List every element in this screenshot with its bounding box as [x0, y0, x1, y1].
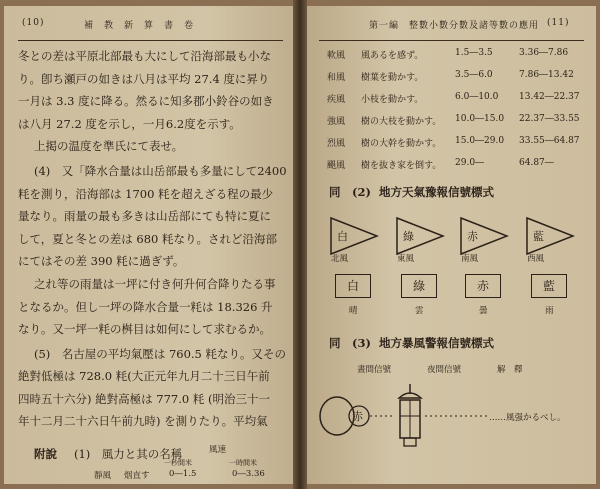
left-body-line: 年十二月二十六日午前九時) を測りたり。平均氣 — [18, 414, 268, 428]
sec2-title: 地方天氣豫報信號標式 — [379, 185, 494, 199]
flag-mark: 赤 — [467, 230, 478, 243]
left-body-line: は八月 27.2 度を示し，一月6.2度を示す。 — [18, 117, 241, 131]
calm-name: 靜風 — [94, 471, 112, 481]
night-lamp-icon — [399, 384, 421, 446]
wind-row-v1: 29.0― — [455, 158, 485, 168]
right-header-rule — [319, 40, 584, 41]
fusetsu-label: 附說 — [34, 447, 57, 461]
col-head-wind-speed: 風速 — [209, 445, 227, 455]
wind-row-name: 軟風 — [327, 51, 346, 61]
left-body-line: 冬との差は平原北部最も大にして沿海部最も小な — [18, 49, 271, 63]
wind-row-desc: 樹を抜き家を倒す。 — [361, 161, 442, 171]
forecast-box: 藍 — [531, 274, 567, 298]
book-gutter — [293, 0, 307, 489]
wind-row-v2: 13.42―22.37 — [519, 92, 580, 102]
wind-row-name: 颶風 — [327, 161, 346, 171]
night-signal-heading: 夜間信號 — [427, 365, 462, 375]
left-header-rule — [18, 40, 283, 41]
box-label: 雲 — [415, 306, 424, 316]
left-body-line: 一月は 3.3 度に降る。然るに知多郡小鈴谷の如き — [18, 94, 274, 108]
flag-label: 東風 — [397, 254, 415, 264]
forecast-box: 赤 — [465, 274, 501, 298]
flag-mark: 白 — [337, 230, 348, 243]
forecast-box: 綠 — [401, 274, 437, 298]
col-head-per-hour: 一時間米 — [229, 459, 257, 467]
left-body-line: り。卽ち瀬戸の如きは八月は平均 27.4 度に昇り — [18, 72, 270, 86]
left-body-line: にてはその差 390 粍に過ぎず。 — [18, 254, 185, 268]
fusetsu-title: (1) 風力と其の名稱 — [74, 447, 183, 461]
left-body-line: 之れ等の雨量は一坪に付き何升何合降りたる事 — [34, 277, 276, 291]
wind-row-v1: 6.0―10.0 — [455, 92, 499, 102]
right-page — [307, 6, 596, 484]
left-page-number: (10) — [22, 18, 45, 28]
wind-row-v2: 7.86―13.42 — [519, 70, 574, 80]
flag-label: 南風 — [461, 254, 479, 264]
sec3-title: 地方暴風警報信號標式 — [379, 336, 494, 350]
calm-desc: 烟直す — [124, 471, 150, 481]
wind-row-v1: 3.5―6.0 — [455, 70, 493, 80]
wind-row-name: 疾風 — [327, 95, 346, 105]
left-body-line: (5) 名古屋の平均氣壓は 760.5 粍なり。又その — [34, 347, 287, 361]
day-signal-heading: 晝間信號 — [357, 365, 392, 375]
col-head-per-second: 一秒間米 — [164, 459, 192, 467]
wind-row-v1: 15.0―29.0 — [455, 136, 505, 146]
wind-row-v2: 3.36―7.86 — [519, 48, 569, 58]
storm-signal-illustration — [307, 376, 596, 476]
wind-row-desc: 樹葉を動かす。 — [361, 73, 424, 83]
storm-signal-note: ……風强かるべし。 — [489, 413, 566, 423]
wind-row-v2: 22.37―33.55 — [519, 114, 580, 124]
left-body-line: 絶對低極は 728.0 粍(大正元年九月二十三日午前 — [18, 369, 270, 383]
explanation-heading: 解 釋 — [497, 365, 523, 375]
wind-row-desc: 樹の大幹を動かす。 — [361, 139, 442, 149]
wind-row-name: 強風 — [327, 117, 346, 127]
flag-mark: 藍 — [533, 230, 544, 243]
flag-label: 北風 — [331, 254, 349, 264]
sec2-number: 同 (2) — [329, 185, 371, 199]
box-label: 曇 — [479, 306, 488, 316]
left-body-line: 四時五十六分) 絶對高極は 777.0 粍 (明治三十一 — [18, 392, 271, 406]
wind-row-desc: 小枝を動かす。 — [361, 95, 424, 105]
left-running-header: 補 教 新 算 書 卷 — [84, 21, 195, 31]
left-body-line: 上掲の温度を準氏にて表せ。 — [34, 139, 184, 153]
sec3-number: 同 (3) — [329, 336, 371, 350]
left-page — [4, 6, 293, 484]
wind-row-v1: 1.5―3.5 — [455, 48, 493, 58]
wind-row-v1: 10.0―15.0 — [455, 114, 505, 124]
left-body-line: (4) 又「降水合量は山岳部最も多量にして2400 — [34, 164, 287, 178]
wind-row-name: 烈風 — [327, 139, 346, 149]
wind-row-v2: 64.87― — [519, 158, 554, 168]
right-running-header: 第一編 整數小數分數及諸等數の應用 — [369, 21, 540, 31]
wind-row-desc: 風あるを感ず。 — [361, 51, 424, 61]
calm-v1: 0―1.5 — [169, 469, 197, 479]
wind-row-name: 和風 — [327, 73, 346, 83]
wind-row-v2: 33.55―64.87 — [519, 136, 580, 146]
box-label: 晴 — [349, 306, 358, 316]
lamp-mark: 赤 — [352, 410, 363, 423]
flag-mark: 綠 — [403, 230, 414, 243]
left-body-line: して，夏と冬との差は 680 粍なり。されど沿海部 — [18, 232, 278, 246]
flag-label: 西風 — [527, 254, 545, 264]
left-body-line: 粍を測り，沿海部は 1700 粍を超えざる程の最少 — [18, 187, 274, 201]
wind-row-desc: 樹の大枝を動かす。 — [361, 117, 442, 127]
right-page-number: (11) — [547, 18, 570, 28]
forecast-box: 白 — [335, 274, 371, 298]
calm-v2: 0―3.36 — [232, 469, 265, 479]
left-body-line: となるか。但し一坪の降水合量一粍は 18.326 升 — [18, 300, 273, 314]
left-body-line: 量なり。雨量の最も多きは山岳部にても特に夏に — [18, 209, 271, 223]
left-body-line: なり。又一坪一粍の桝目は如何にして求むるか。 — [18, 322, 271, 336]
box-label: 雨 — [545, 306, 554, 316]
